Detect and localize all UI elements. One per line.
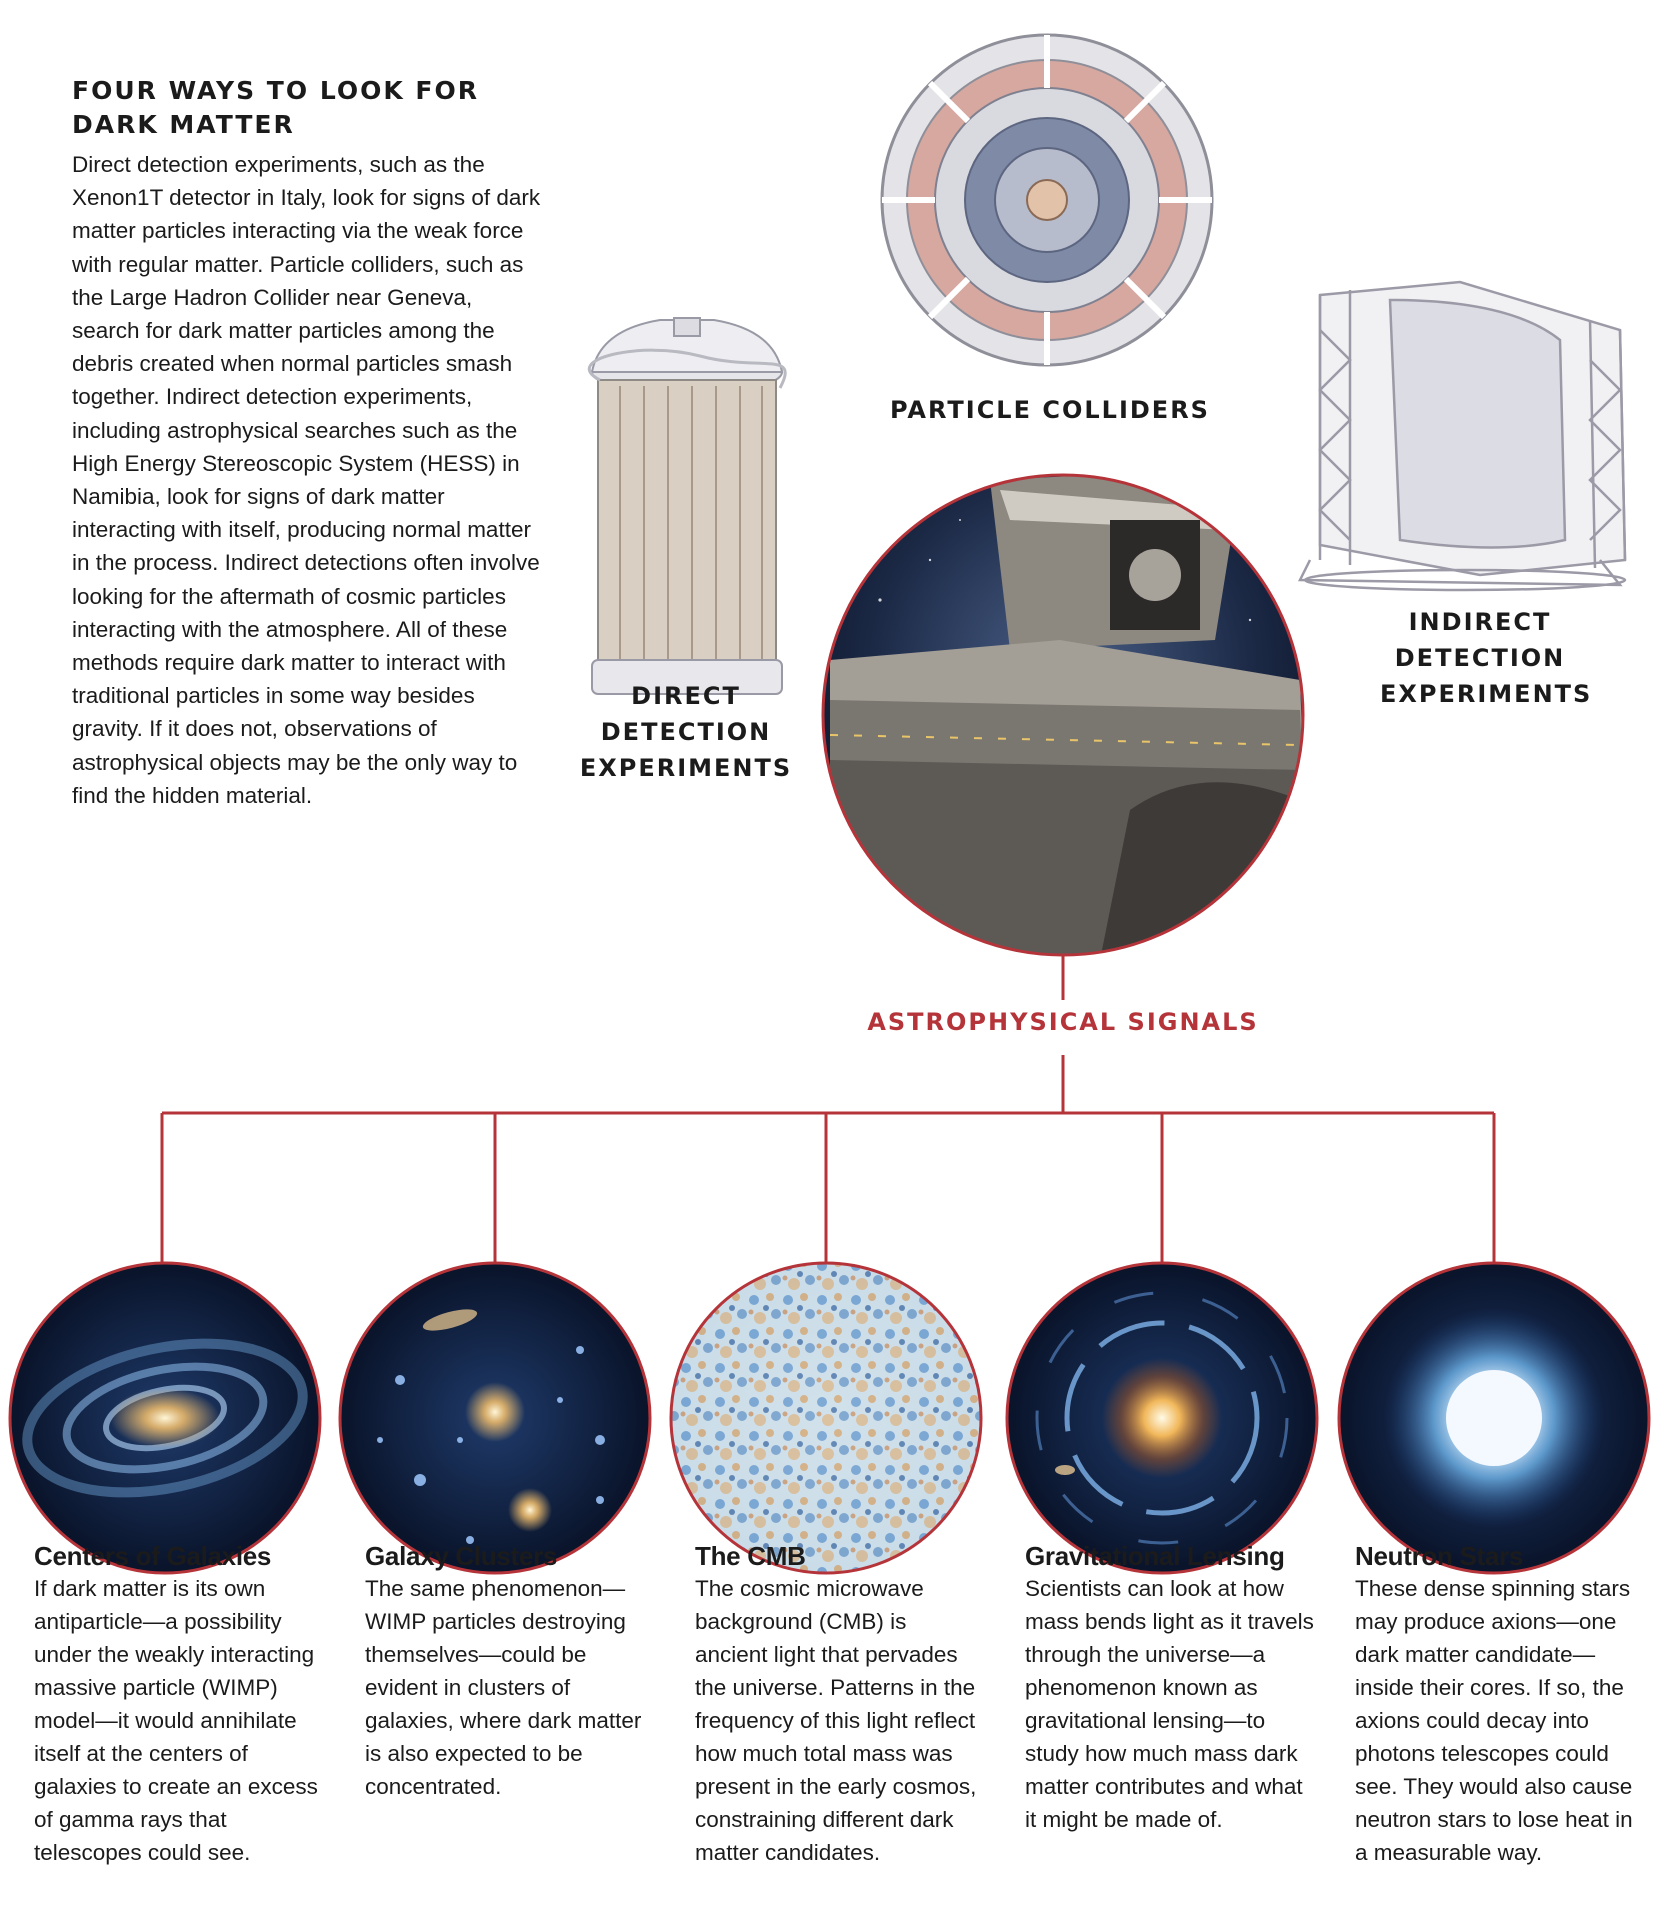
xenon-detector-icon bbox=[589, 318, 785, 694]
galaxy-cluster-icon bbox=[340, 1263, 650, 1573]
signal-body: The cosmic microwave background (CMB) is ancient light that pervades the universe. Patterns in the frequency of this light reflect how much total mass was present in the early cosmos, constraining different dark matter candidates. bbox=[695, 1576, 977, 1865]
cmb-map-icon bbox=[671, 1263, 981, 1573]
neutron-star-icon bbox=[1339, 1263, 1649, 1573]
label-particle-colliders: PARTICLE COLLIDERS bbox=[890, 396, 1210, 424]
hess-telescope-icon bbox=[1300, 282, 1625, 590]
signal-body: The same phenomenon—WIMP particles destroying themselves—could be evident in clusters of galaxies, where dark matter is also expected to be concentrated. bbox=[365, 1576, 642, 1799]
signal-card bbox=[1025, 1541, 1320, 1836]
signal-title: The CMB bbox=[695, 1541, 806, 1571]
signal-title: Centers of Galaxies bbox=[34, 1541, 272, 1571]
observatory-telescope-image bbox=[823, 470, 1303, 960]
signal-card bbox=[695, 1541, 985, 1869]
signal-card bbox=[1355, 1541, 1650, 1869]
signal-card bbox=[34, 1541, 334, 1869]
signal-body: Scientists can look at how mass bends light as it travels through the universe—a phenomenon known as gravitational lensing—to study how much mass dark matter contributes and what it might be made of. bbox=[1025, 1576, 1314, 1832]
signal-title: Gravitational Lensing bbox=[1025, 1541, 1285, 1571]
label-astrophysical-signals: ASTROPHYSICAL SIGNALS bbox=[867, 1008, 1259, 1036]
label-direct-detection: DIRECT DETECTION EXPERIMENTS bbox=[579, 682, 793, 782]
intro-body: Direct detection experiments, such as the Xenon1T detector in Italy, look for signs of dark matter particles interacting via the weak force with regular matter. Particle colliders, such as the Large Hadron Collider near Geneva, search for dark matter particles among the debris created when normal particles smash together. Indirect detection experiments, including astrophysical searches such as the High Energy Stereoscopic System (HESS) in Namibia, look for signs of dark matter interacting with itself, producing normal matter in the process. Indirect detections often involve looking for the aftermath of cosmic particles interacting with the atmosphere. All of these methods require dark matter to interact with traditional particles in some way besides gravity. If it does not, observations of astrophysical objects may be the only way to find the hidden material. bbox=[72, 152, 541, 808]
einstein-ring-icon bbox=[1007, 1263, 1317, 1573]
collider-detector-icon bbox=[882, 35, 1212, 365]
signal-title: Galaxy Clusters bbox=[365, 1541, 558, 1571]
signal-title: Neutron Stars bbox=[1355, 1541, 1524, 1571]
intro-title: FOUR WAYS TO LOOK FOR DARK MATTER bbox=[72, 76, 480, 139]
signal-body: If dark matter is its own antiparticle—a possibility under the weakly interacting massive particle (WIMP) model—it would annihilate itself at the centers of galaxies to create an excess of gamma rays that telescopes could see. bbox=[34, 1576, 318, 1865]
spiral-galaxy-icon bbox=[10, 1263, 320, 1573]
label-indirect-detection: INDIRECT DETECTION EXPERIMENTS bbox=[1380, 608, 1593, 708]
connector-lines bbox=[162, 955, 1494, 1263]
signal-body: These dense spinning stars may produce axions—one dark matter candidate—inside their cores. If so, the axions could decay into photons telescopes could see. They would also cause neutron stars to lose heat in a measurable way. bbox=[1355, 1576, 1633, 1865]
signal-card bbox=[365, 1541, 655, 1803]
